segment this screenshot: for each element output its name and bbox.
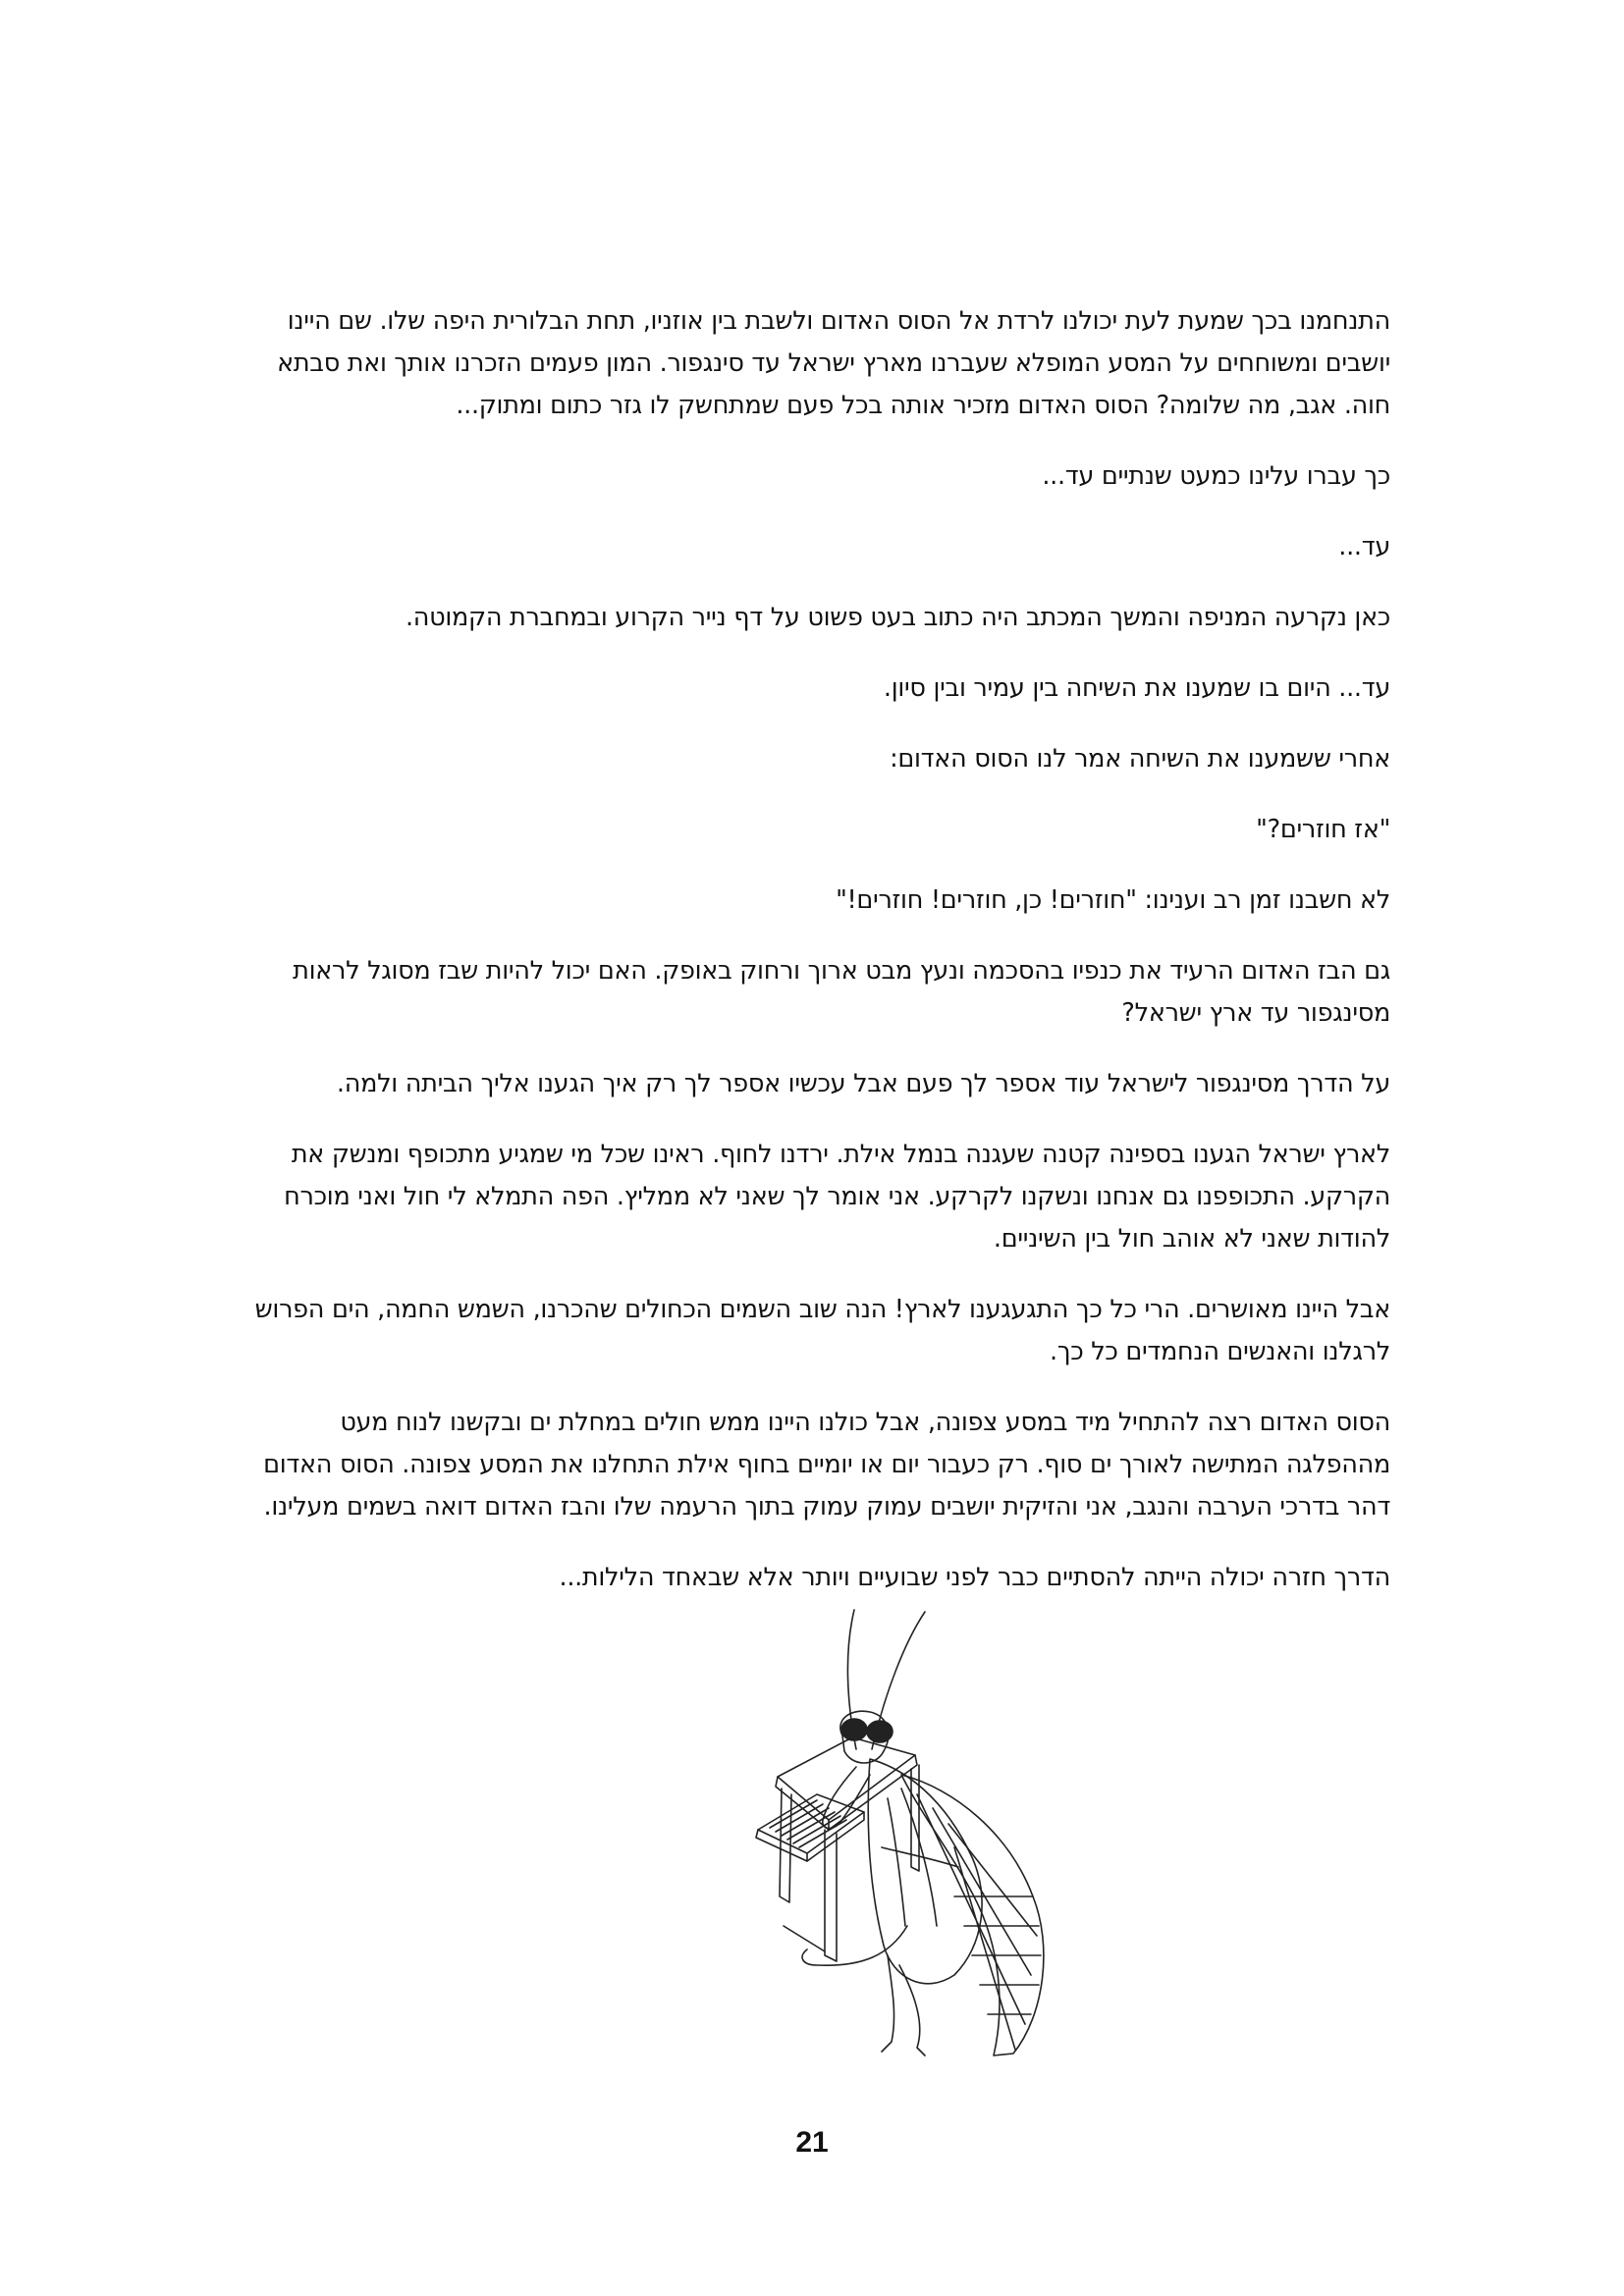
paragraph: הסוס האדום רצה להתחיל מיד במסע צפונה, אבל כולנו היינו ממש חולים במחלת ים ובקשנו לנוח מעט מההפלגה המתישה לאורך ים סוף. רק כעבור יום או יומיים בחוף אילת התחלנו את המסע צפונה. הסוס האדום דהר בדרכי הערבה והנגב, אני והזיקית יושבים עמוק עמוק בתוך הרעמה שלו והבז האדום דואה בשמים מעלינו. xyxy=(263,1408,1390,1522)
paragraph: לא חשבנו זמן רב וענינו: "חוזרים! כן, חוזרים! חוזרים!" xyxy=(836,885,1390,915)
paragraph: אחרי ששמענו את השיחה אמר לנו הסוס האדום: xyxy=(890,744,1390,774)
desk-leg xyxy=(825,1830,837,1961)
paragraph: עד... היום בו שמענו את השיחה בין עמיר ובין סיון. xyxy=(883,673,1390,703)
paragraph: לארץ ישראל הגענו בספינה קטנה שעגנה בנמל אילת. ירדנו לחוף. ראינו שכל מי שמגיע מתכופף ומנשק את הקרקע. התכופפנו גם אנחנו ונשקנו לקרקע. אני אומר לך שאני לא ממליץ. הפה התמלא לי חול ואני מוכרח להודות שאני לא אוהב חול בין השיניים. xyxy=(284,1140,1390,1254)
cricket-leg xyxy=(802,1926,907,1965)
page-number: 21 xyxy=(795,2126,829,2159)
paragraph: על הדרך מסינגפור לישראל עוד אספר לך פעם אבל עכשיו אספר לך רק איך הגענו אליך הביתה ולמה. xyxy=(336,1069,1390,1098)
paragraph: התנחמנו בכך שמעת לעת יכולנו לרדת אל הסוס האדום ולשבת בין אוזניו, תחת הבלורית היפה שלו. שם היינו יושבים ומשוחחים על המסע המופלא שעברנו מארץ ישראל עד סינגפור. המון פעמים הזכרנו אותך ואת סבתא חוה. אגב, מה שלומה? הסוס האדום מזכיר אותה בכל פעם שמתחשק לו גזר כתום ומתוק... xyxy=(277,306,1390,420)
paragraph: עד... xyxy=(1338,532,1390,561)
paragraph: כך עברו עלינו כמעט שנתיים עד... xyxy=(1042,461,1390,491)
story-text xyxy=(247,300,1390,1628)
paragraph: "אז חוזרים?" xyxy=(1256,815,1390,844)
cricket-illustration xyxy=(660,1602,1088,2063)
paragraph: הדרך חזרה יכולה הייתה להסתיים כבר לפני שבועיים ויותר אלא שבאחד הלילות... xyxy=(559,1563,1390,1592)
paragraph: כאן נקרעה המניפה והמשך המכתב היה כתוב בעט פשוט על דף נייר הקרוע ובמחברת הקמוטה. xyxy=(405,603,1390,632)
paragraph: גם הבז האדום הרעיד את כנפיו בהסכמה ונעץ מבט ארוך ורחוק באופק. האם יכול להיות שבז מסוגל לראות מסינגפור עד ארץ ישראל? xyxy=(293,956,1390,1028)
cricket-wing xyxy=(901,1775,1044,2056)
paragraph: אבל היינו מאושרים. הרי כל כך התגעגענו לארץ! הנה שוב השמים הכחולים שהכרנו, השמש החמה, הים הפרוש לרגלנו והאנשים הנחמדים כל כך. xyxy=(254,1295,1390,1366)
